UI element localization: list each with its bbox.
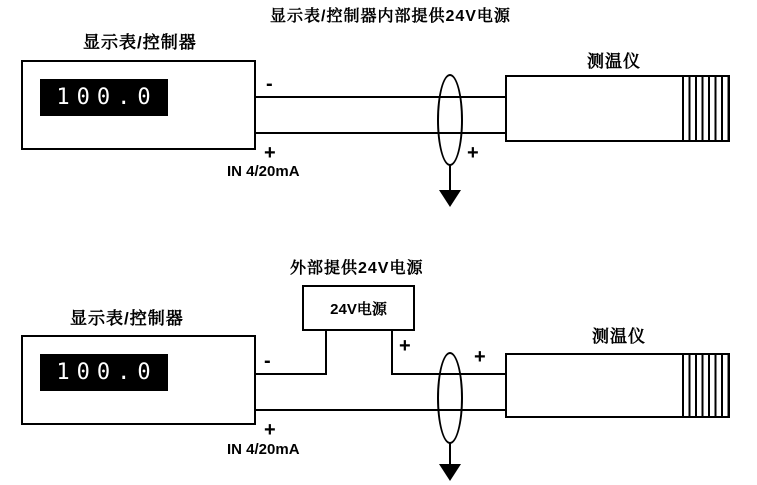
bottom-signal-wire-positive [256, 409, 505, 411]
top-ground-arrow-line [449, 164, 451, 192]
power-supply-label: 24V电源 [330, 300, 387, 318]
bottom-negative-terminal-label: - [264, 350, 271, 372]
top-lcd-display: 100.0 [40, 79, 168, 116]
top-shield-plus-label: + [467, 142, 479, 164]
bottom-cable-shield-ellipse [437, 352, 463, 444]
bottom-controller-box [21, 335, 256, 425]
top-sensor-thread-hatch [682, 77, 728, 140]
top-sensor-label: 测温仪 [587, 52, 641, 71]
top-current-input-label: IN 4/20mA [227, 163, 300, 180]
top-cable-shield-ellipse [437, 74, 463, 166]
bottom-sensor-label: 测温仪 [592, 327, 646, 346]
top-controller-label: 显示表/控制器 [83, 33, 197, 52]
top-sensor-box [505, 75, 730, 142]
psu-plus-label: + [399, 335, 411, 357]
bottom-signal-wire-negative [256, 373, 327, 375]
top-signal-wire-positive [256, 132, 505, 134]
psu-wire-left-drop [325, 331, 327, 375]
bottom-sensor-box [505, 353, 730, 418]
bottom-ground-arrow-icon [439, 464, 461, 481]
bottom-lcd-display: 100.0 [40, 354, 168, 391]
bottom-diagram-title: 外部提供24V电源 [290, 260, 424, 277]
bottom-positive-terminal-label: + [264, 419, 276, 441]
top-diagram-title: 显示表/控制器内部提供24V电源 [270, 8, 511, 25]
psu-wire-right-drop [391, 331, 393, 375]
power-supply-box [302, 285, 415, 331]
top-negative-terminal-label: - [266, 73, 273, 95]
bottom-ground-arrow-line [449, 442, 451, 466]
top-controller-box [21, 60, 256, 150]
bottom-sensor-plus-label: + [474, 346, 486, 368]
bottom-controller-label: 显示表/控制器 [70, 309, 184, 328]
bottom-sensor-thread-hatch [682, 355, 728, 416]
bottom-current-input-label: IN 4/20mA [227, 441, 300, 458]
top-signal-wire-negative [256, 96, 505, 98]
top-positive-terminal-label: + [264, 142, 276, 164]
top-ground-arrow-icon [439, 190, 461, 207]
